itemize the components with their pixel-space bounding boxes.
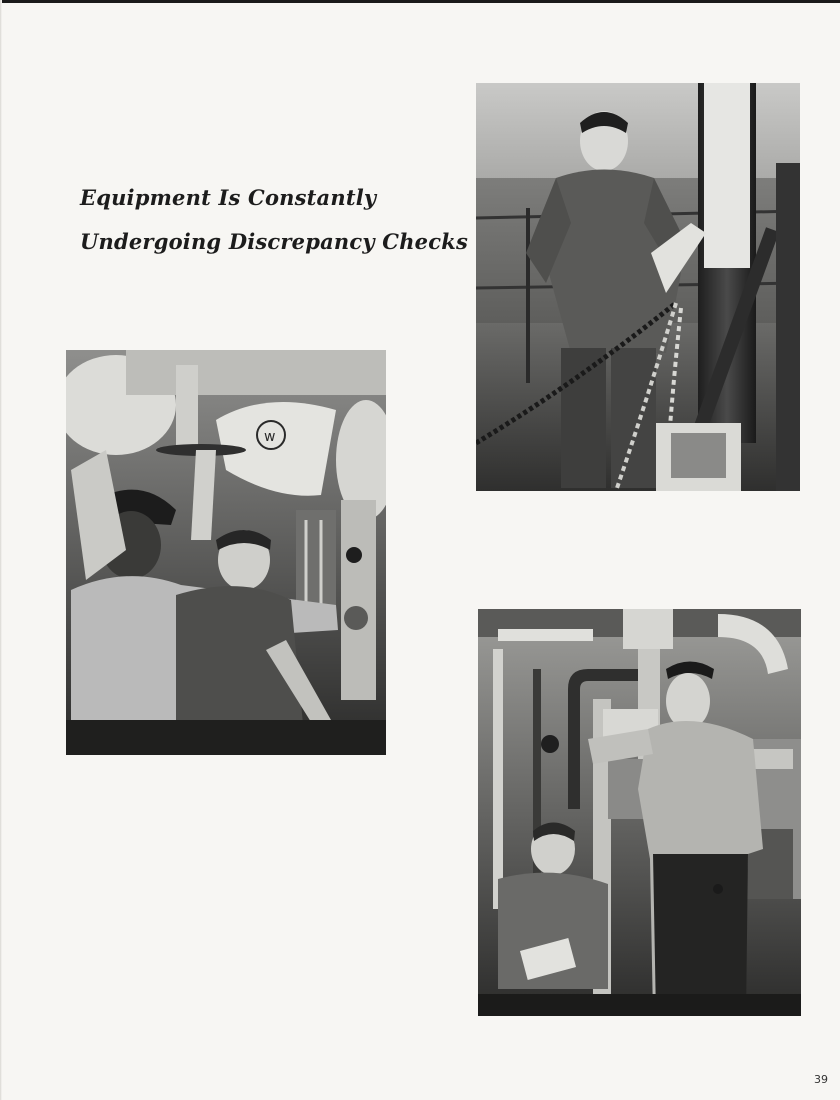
heading-line-1: Equipment Is Constantly [80, 185, 377, 210]
engine-room-photo [478, 609, 801, 1016]
page-number: 39 [814, 1073, 828, 1086]
engine-room-image [478, 609, 801, 1016]
deck-chain-photo [476, 83, 800, 491]
heading-line-2: Undergoing Discrepancy Checks [80, 229, 469, 254]
crew-pointing-image [66, 350, 386, 755]
deck-chain-image [476, 83, 800, 491]
page-left-edge [0, 0, 2, 1100]
crew-pointing-photo [66, 350, 386, 755]
page-heading [80, 176, 469, 264]
page-top-edge [0, 0, 840, 3]
svg-text:w: w [264, 429, 276, 445]
